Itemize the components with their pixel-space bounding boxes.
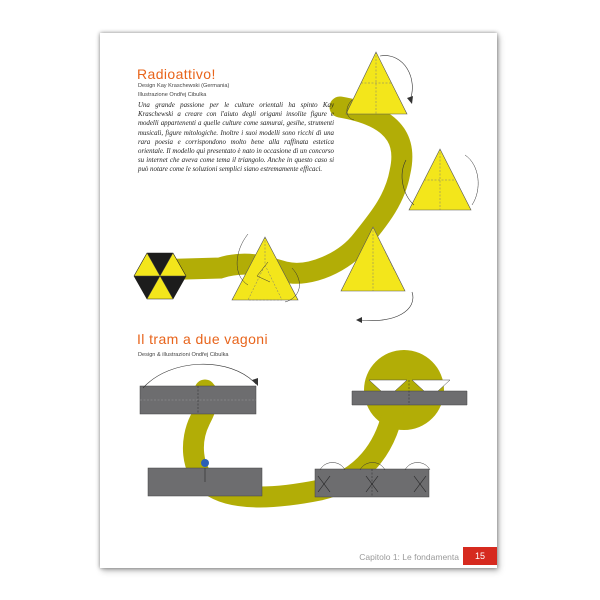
fold-step-triangle-2: [402, 149, 478, 210]
page-number: 15: [463, 547, 497, 565]
section-title-radioattivo: Radioattivo!: [137, 66, 216, 82]
radioattivo-description: Una grande passione per le culture orientali ha spinto Kay Kraschewski a creare con l'aiuto degli origami insolite figure e modelli appartenenti a quelle culture come samurai, gesihe, strumenti musicali, figure mitologiche. Inoltre i suoi modelli sono ricchi di una rara poesia e corrispondono molto bene alla raffinata estetica orientale. Il modello qui presentato è nato in occasione di un concorso su internet che aveva come tema il triangolo. Anche in questo caso si può notare come le soluzioni semplici siano estremamente efficaci.: [138, 102, 334, 174]
design-credit: Design Kay Kraschewski (Germania): [138, 83, 230, 89]
illustration-credit: Illustrazione Ondřej Cibulka: [138, 92, 207, 98]
tram-step-2: [148, 459, 262, 496]
chapter-label: Capitolo 1: Le fondamenta: [359, 552, 459, 562]
section-title-tram: Il tram a due vagoni: [137, 331, 268, 347]
tram-credit: Design & illustrazioni Ondřej Cibulka: [138, 352, 229, 358]
fold-step-triangle-1: [346, 52, 413, 120]
tram-step-1: [140, 364, 258, 414]
